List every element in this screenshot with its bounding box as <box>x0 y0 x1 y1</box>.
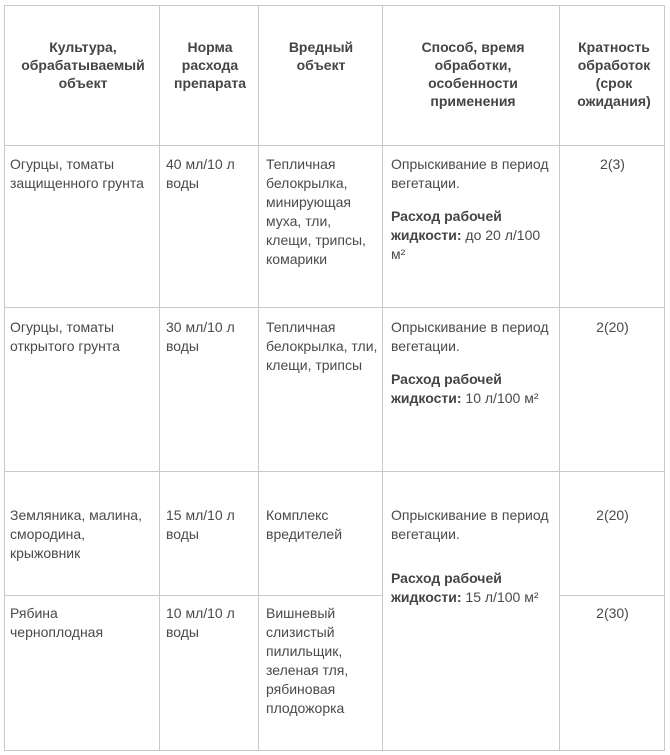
row3-norm: 15 мл/10 л воды <box>166 507 235 542</box>
row1-method-label: Расход рабочей жидкости: <box>391 208 502 243</box>
row3-method-text: Опрыскивание в период вегетации. <box>391 507 549 542</box>
row-divider <box>4 307 665 308</box>
row1-frequency: 2(3) <box>600 156 625 172</box>
column-divider <box>664 5 665 751</box>
row3-method-value: 15 л/100 м² <box>461 589 539 605</box>
row2-method <box>391 318 553 408</box>
header-pest: Вредный объект <box>288 39 354 73</box>
header-method: Способ, время обработки, особенности применения <box>421 39 525 109</box>
row2-method-text: Опрыскивание в период вегетации. <box>391 319 549 354</box>
row4-pest: Вишневый слизистый пилильщик, зеленая тля, рябиновая плодожорка <box>266 605 349 716</box>
row3-method-label: Расход рабочей жидкости: <box>391 570 502 605</box>
row2-pest: Тепличная белокрылка, тли, клещи, трипсы <box>266 319 378 373</box>
row-divider <box>4 595 383 596</box>
row1-method-text: Опрыскивание в период вегетации. <box>391 156 549 191</box>
row-divider <box>4 145 665 146</box>
row2-frequency: 2(20) <box>596 319 629 335</box>
row1-norm: 40 мл/10 л воды <box>166 156 235 191</box>
column-divider <box>559 5 560 751</box>
row2-norm: 30 мл/10 л воды <box>166 319 235 354</box>
row3-culture: Земляника, малина, смородина, крыжовник <box>10 507 142 561</box>
row4-norm: 10 мл/10 л воды <box>166 605 235 640</box>
row-divider <box>4 471 665 472</box>
header-norm: Норма расхода препарата <box>173 39 247 91</box>
row4-frequency: 2(30) <box>596 605 629 621</box>
column-divider <box>159 5 160 751</box>
row-divider <box>4 5 665 6</box>
row3-pest: Комплекс вредителей <box>266 507 343 542</box>
row3-method <box>391 506 553 607</box>
row3-frequency: 2(20) <box>596 507 629 523</box>
row2-method-label: Расход рабочей жидкости: <box>391 371 502 406</box>
row4-culture: Рябина черноплодная <box>10 605 104 640</box>
column-divider <box>258 5 259 751</box>
header-culture: Культура, обрабатываемый объект <box>21 39 145 91</box>
row1-pest: Тепличная белокрылка, минирующая муха, тли, клещи, трипсы, комарики <box>266 156 366 267</box>
column-divider <box>4 5 5 751</box>
row-divider <box>559 595 665 596</box>
column-divider <box>382 5 383 751</box>
header-frequency: Кратность обработок (срок ожидания) <box>577 39 651 109</box>
row2-method-value: 10 л/100 м² <box>461 390 539 406</box>
row1-culture: Огурцы, томаты защищенного грунта <box>10 156 144 191</box>
row1-method-value: до 20 л/100 м² <box>391 227 541 262</box>
row-divider <box>4 750 665 751</box>
row2-culture: Огурцы, томаты открытого грунта <box>10 319 120 354</box>
pesticide-table <box>4 5 665 751</box>
row1-method <box>391 155 553 264</box>
